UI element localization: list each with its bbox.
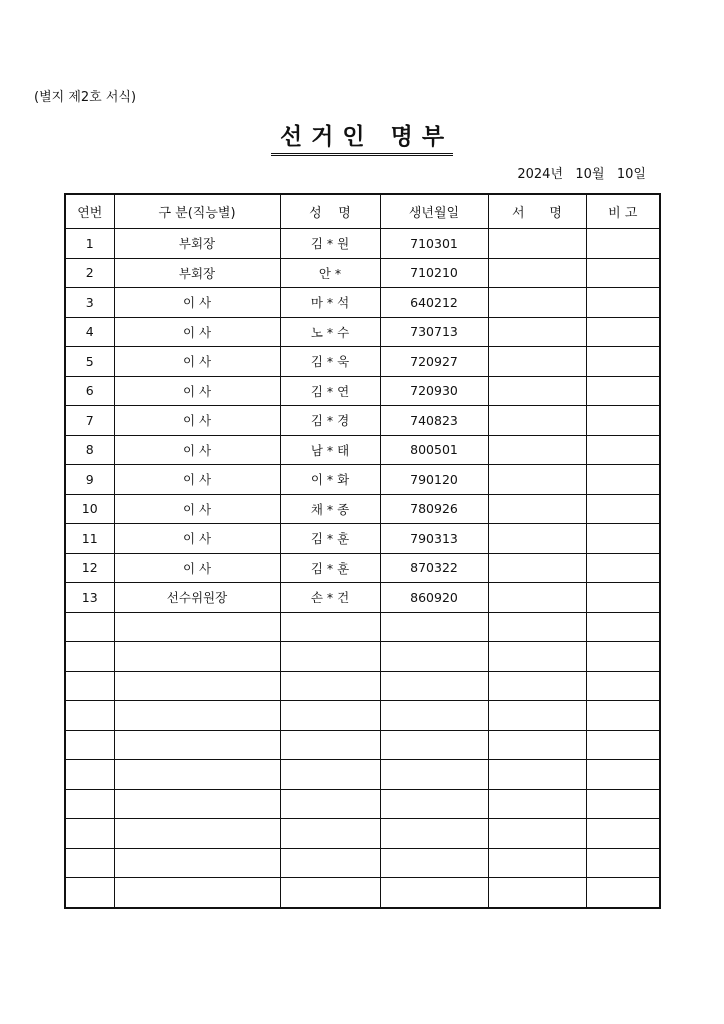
row-number-cell (65, 642, 114, 672)
row-number-cell: 13 (65, 583, 114, 613)
name-cell (280, 789, 380, 819)
remarks-cell (586, 406, 660, 436)
header-signature: 서 명 (488, 194, 586, 229)
document-date: 2024년 10월 10일 (517, 167, 646, 182)
category-cell: 이 사 (114, 347, 280, 377)
table-row (65, 317, 660, 347)
name-cell (280, 819, 380, 849)
table-row (65, 819, 660, 849)
remarks-cell (586, 671, 660, 701)
name-cell (280, 760, 380, 790)
table-row (65, 671, 660, 701)
table-row (65, 642, 660, 672)
birthdate-cell: 720927 (380, 347, 488, 377)
row-number-cell (65, 701, 114, 731)
birthdate-cell: 640212 (380, 288, 488, 318)
header-row (65, 194, 660, 229)
document-title: 선거인 명부 (271, 118, 453, 156)
category-cell (114, 701, 280, 731)
name-cell: 남 * 태 (280, 435, 380, 465)
table-row (65, 760, 660, 790)
name-cell: 마 * 석 (280, 288, 380, 318)
name-cell: 김 * 경 (280, 406, 380, 436)
row-number-cell (65, 730, 114, 760)
signature-cell[interactable] (488, 317, 586, 347)
signature-cell[interactable] (488, 288, 586, 318)
table-row (65, 553, 660, 583)
signature-cell[interactable] (488, 819, 586, 849)
signature-cell[interactable] (488, 258, 586, 288)
remarks-cell (586, 465, 660, 495)
birthdate-cell (380, 878, 488, 908)
birthdate-cell (380, 642, 488, 672)
name-cell (280, 730, 380, 760)
row-number-cell: 10 (65, 494, 114, 524)
category-cell (114, 878, 280, 908)
signature-cell[interactable] (488, 848, 586, 878)
remarks-cell (586, 612, 660, 642)
remarks-cell (586, 376, 660, 406)
row-number-cell: 3 (65, 288, 114, 318)
table-row (65, 406, 660, 436)
table-row (65, 465, 660, 495)
category-cell: 이 사 (114, 524, 280, 554)
row-number-cell: 5 (65, 347, 114, 377)
category-cell: 부회장 (114, 229, 280, 259)
name-cell (280, 848, 380, 878)
category-cell: 이 사 (114, 376, 280, 406)
header-category: 구 분(직능별) (114, 194, 280, 229)
signature-cell[interactable] (488, 494, 586, 524)
table-row (65, 347, 660, 377)
name-cell: 김 * 원 (280, 229, 380, 259)
row-number-cell (65, 789, 114, 819)
birthdate-cell: 730713 (380, 317, 488, 347)
birthdate-cell: 870322 (380, 553, 488, 583)
table-row (65, 494, 660, 524)
remarks-cell (586, 258, 660, 288)
signature-cell[interactable] (488, 524, 586, 554)
birthdate-cell (380, 819, 488, 849)
remarks-cell (586, 878, 660, 908)
row-number-cell: 12 (65, 553, 114, 583)
table-row (65, 789, 660, 819)
name-cell: 김 * 훈 (280, 524, 380, 554)
name-cell (280, 642, 380, 672)
category-cell: 이 사 (114, 494, 280, 524)
table-body (65, 229, 660, 909)
row-number-cell (65, 612, 114, 642)
signature-cell[interactable] (488, 730, 586, 760)
category-cell (114, 671, 280, 701)
birthdate-cell: 800501 (380, 435, 488, 465)
birthdate-cell (380, 671, 488, 701)
birthdate-cell: 740823 (380, 406, 488, 436)
signature-cell[interactable] (488, 878, 586, 908)
category-cell: 이 사 (114, 435, 280, 465)
category-cell (114, 730, 280, 760)
table-row (65, 435, 660, 465)
birthdate-cell (380, 730, 488, 760)
header-remarks: 비 고 (586, 194, 660, 229)
remarks-cell (586, 494, 660, 524)
name-cell: 노 * 수 (280, 317, 380, 347)
birthdate-cell (380, 701, 488, 731)
remarks-cell (586, 789, 660, 819)
remarks-cell (586, 435, 660, 465)
row-number-cell: 1 (65, 229, 114, 259)
signature-cell[interactable] (488, 701, 586, 731)
table-header (65, 194, 660, 229)
category-cell: 이 사 (114, 465, 280, 495)
row-number-cell (65, 760, 114, 790)
form-number-label: (별지 제2호 서식) (34, 90, 137, 105)
remarks-cell (586, 229, 660, 259)
table-row (65, 701, 660, 731)
table-row (65, 229, 660, 259)
table-row (65, 583, 660, 613)
table-row (65, 258, 660, 288)
signature-cell[interactable] (488, 376, 586, 406)
name-cell: 김 * 훈 (280, 553, 380, 583)
remarks-cell (586, 583, 660, 613)
name-cell: 손 * 건 (280, 583, 380, 613)
name-cell: 김 * 욱 (280, 347, 380, 377)
table-row (65, 730, 660, 760)
birthdate-cell: 790313 (380, 524, 488, 554)
voter-roster-table (64, 193, 661, 909)
remarks-cell (586, 819, 660, 849)
birthdate-cell: 720930 (380, 376, 488, 406)
signature-cell[interactable] (488, 583, 586, 613)
birthdate-cell (380, 789, 488, 819)
birthdate-cell (380, 612, 488, 642)
signature-cell[interactable] (488, 465, 586, 495)
row-number-cell: 2 (65, 258, 114, 288)
signature-cell[interactable] (488, 435, 586, 465)
row-number-cell (65, 848, 114, 878)
name-cell: 안 * (280, 258, 380, 288)
row-number-cell: 9 (65, 465, 114, 495)
category-cell: 이 사 (114, 317, 280, 347)
row-number-cell (65, 878, 114, 908)
name-cell (280, 671, 380, 701)
remarks-cell (586, 701, 660, 731)
category-cell: 선수위원장 (114, 583, 280, 613)
remarks-cell (586, 317, 660, 347)
table-row (65, 376, 660, 406)
row-number-cell (65, 671, 114, 701)
row-number-cell: 7 (65, 406, 114, 436)
header-name: 성 명 (280, 194, 380, 229)
remarks-cell (586, 347, 660, 377)
category-cell (114, 848, 280, 878)
name-cell (280, 878, 380, 908)
signature-cell[interactable] (488, 671, 586, 701)
category-cell: 이 사 (114, 553, 280, 583)
category-cell (114, 819, 280, 849)
category-cell: 이 사 (114, 288, 280, 318)
birthdate-cell: 790120 (380, 465, 488, 495)
table-row (65, 524, 660, 554)
remarks-cell (586, 288, 660, 318)
row-number-cell (65, 819, 114, 849)
table-row (65, 612, 660, 642)
document-title-container (0, 118, 724, 156)
name-cell: 이 * 화 (280, 465, 380, 495)
table-row (65, 878, 660, 908)
table-row (65, 848, 660, 878)
header-birthdate: 생년월일 (380, 194, 488, 229)
remarks-cell (586, 524, 660, 554)
birthdate-cell (380, 760, 488, 790)
signature-cell[interactable] (488, 612, 586, 642)
birthdate-cell: 860920 (380, 583, 488, 613)
remarks-cell (586, 730, 660, 760)
row-number-cell: 8 (65, 435, 114, 465)
remarks-cell (586, 848, 660, 878)
category-cell (114, 760, 280, 790)
category-cell: 이 사 (114, 406, 280, 436)
category-cell: 부회장 (114, 258, 280, 288)
header-number: 연번 (65, 194, 114, 229)
row-number-cell: 4 (65, 317, 114, 347)
birthdate-cell: 780926 (380, 494, 488, 524)
birthdate-cell (380, 848, 488, 878)
signature-cell[interactable] (488, 229, 586, 259)
signature-cell[interactable] (488, 347, 586, 377)
name-cell (280, 612, 380, 642)
name-cell (280, 701, 380, 731)
row-number-cell: 11 (65, 524, 114, 554)
birthdate-cell: 710301 (380, 229, 488, 259)
signature-cell[interactable] (488, 789, 586, 819)
remarks-cell (586, 553, 660, 583)
category-cell (114, 789, 280, 819)
category-cell (114, 642, 280, 672)
signature-cell[interactable] (488, 642, 586, 672)
remarks-cell (586, 642, 660, 672)
signature-cell[interactable] (488, 553, 586, 583)
name-cell: 김 * 연 (280, 376, 380, 406)
category-cell (114, 612, 280, 642)
row-number-cell: 6 (65, 376, 114, 406)
birthdate-cell: 710210 (380, 258, 488, 288)
table-row (65, 288, 660, 318)
remarks-cell (586, 760, 660, 790)
name-cell: 채 * 종 (280, 494, 380, 524)
signature-cell[interactable] (488, 406, 586, 436)
signature-cell[interactable] (488, 760, 586, 790)
